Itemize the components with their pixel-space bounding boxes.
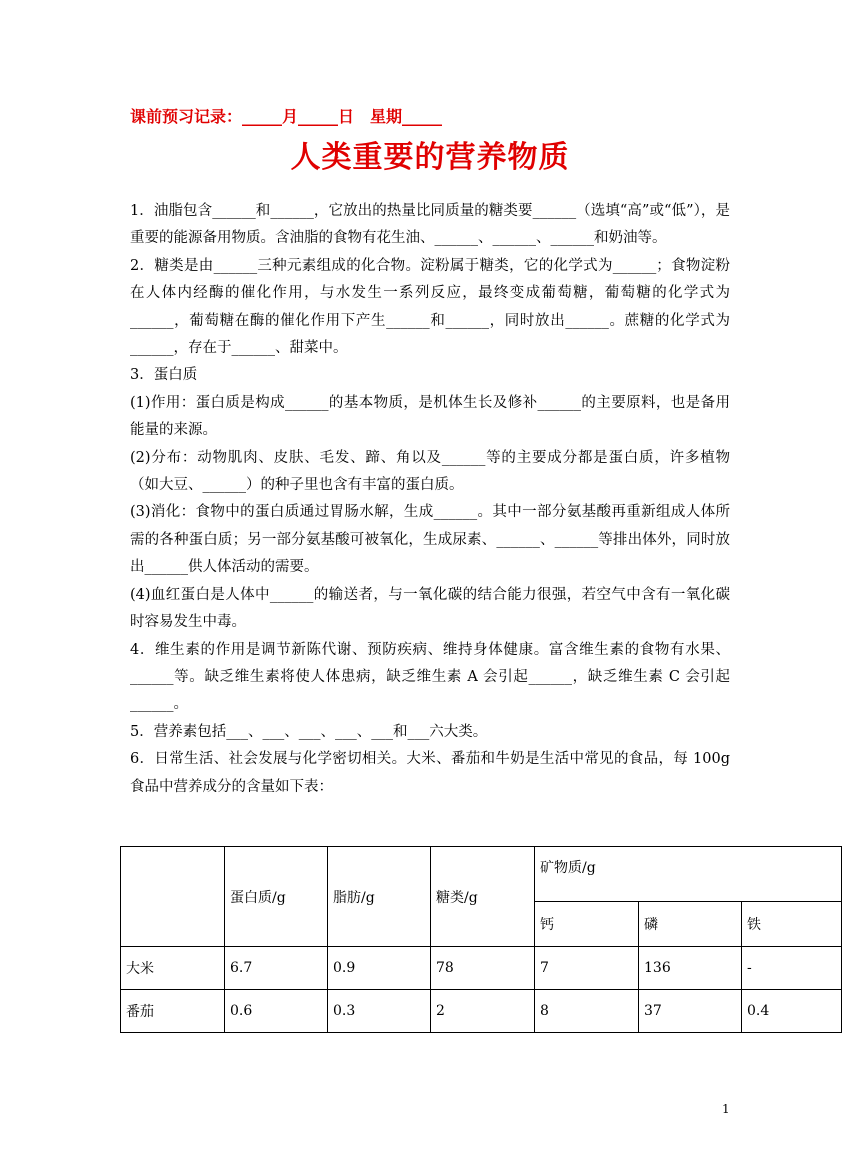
paragraph-q3-1: (1)作用：蛋白质是构成______的基本物质，是机体生长及修补______的主要原料，也是备用能量的来源。 — [130, 394, 730, 439]
table-cell: 37 — [639, 990, 742, 1033]
nutrition-table — [120, 846, 842, 1033]
table-header-row — [121, 847, 842, 902]
paragraph-q6: 6．日常生活、社会发展与化学密切相关。大米、番茄和牛奶是生活中常见的食品，每 100g 食品中营养成分的含量如下表： — [130, 751, 730, 795]
table-cell: 0.9 — [328, 947, 431, 990]
table-header-cell-minerals: 矿物质/g — [535, 847, 842, 902]
table-cell: 番茄 — [121, 990, 225, 1033]
paragraph-q4: 4．维生素的作用是调节新陈代谢、预防疾病、维持身体健康。富含维生素的食物有水果、______等。缺乏维生素将使人体患病，缺乏维生素 A 会引起______，缺乏维生素 C 会引起______。 — [130, 641, 730, 713]
paragraph-q5: 5．营养素包括___、___、___、___、___和___六大类。 — [130, 723, 488, 740]
table-header-cell — [121, 847, 225, 947]
page-title: 人类重要的营养物质 — [290, 140, 570, 175]
table-cell: - — [742, 947, 842, 990]
table-cell: 8 — [535, 990, 639, 1033]
table-cell: 136 — [639, 947, 742, 990]
table-header-cell: 糖类/g — [431, 847, 535, 947]
table-cell: 6.7 — [225, 947, 328, 990]
paragraph-q3-2: (2)分布：动物肌肉、皮肤、毛发、蹄、角以及______等的主要成分都是蛋白质，许多植物（如大豆、______）的种子里也含有丰富的蛋白质。 — [130, 449, 730, 494]
table-cell: 78 — [431, 947, 535, 990]
table-subheader-cell: 钙 — [535, 902, 639, 947]
table-subheader-cell: 铁 — [742, 902, 842, 947]
table-cell: 7 — [535, 947, 639, 990]
table-header-cell: 蛋白质/g — [225, 847, 328, 947]
table-subheader-cell: 磷 — [639, 902, 742, 947]
question-body — [130, 198, 730, 801]
table-row — [121, 990, 842, 1033]
table-cell: 2 — [431, 990, 535, 1033]
paragraph-q3-4: (4)血红蛋白是人体中______的输送者，与一氧化碳的结合能力很强，若空气中含有一氧化碳时容易发生中毒。 — [130, 586, 730, 631]
paragraph-q3-3: (3)消化：食物中的蛋白质通过胃肠水解，生成______。其中一部分氨基酸再重新组成人体所需的各种蛋白质；另一部分氨基酸可被氧化，生成尿素、______、______等排出体外，同时放出______供人体活动的需要。 — [130, 504, 730, 576]
paragraph-q2: 2．糖类是由______三种元素组成的化合物。淀粉属于糖类，它的化学式为______；食物淀粉在人体内经酶的催化作用，与水发生一系列反应，最终变成葡萄糖，葡萄糖的化学式为______，葡萄糖在酶的催化作用下产生______和______，同时放出______。蔗糖的化学式为______，存在于______、甜菜中。 — [130, 257, 730, 357]
page-number: 1 — [722, 1102, 730, 1116]
table-cell: 0.4 — [742, 990, 842, 1033]
preview-record-line: 课前预习记录：_____月_____日 星期_____ — [130, 107, 443, 126]
table-cell: 大米 — [121, 947, 225, 990]
paragraph-q1: 1．油脂包含______和______，它放出的热量比同质量的糖类要______（选填“高”或“低”），是重要的能源备用物质。含油脂的食物有花生油、______、______、______和奶油等。 — [130, 203, 730, 247]
table-header-cell: 脂肪/g — [328, 847, 431, 947]
table-cell: 0.6 — [225, 990, 328, 1033]
table-row — [121, 947, 842, 990]
paragraph-q3-heading: 3．蛋白质 — [130, 367, 198, 384]
table-cell: 0.3 — [328, 990, 431, 1033]
